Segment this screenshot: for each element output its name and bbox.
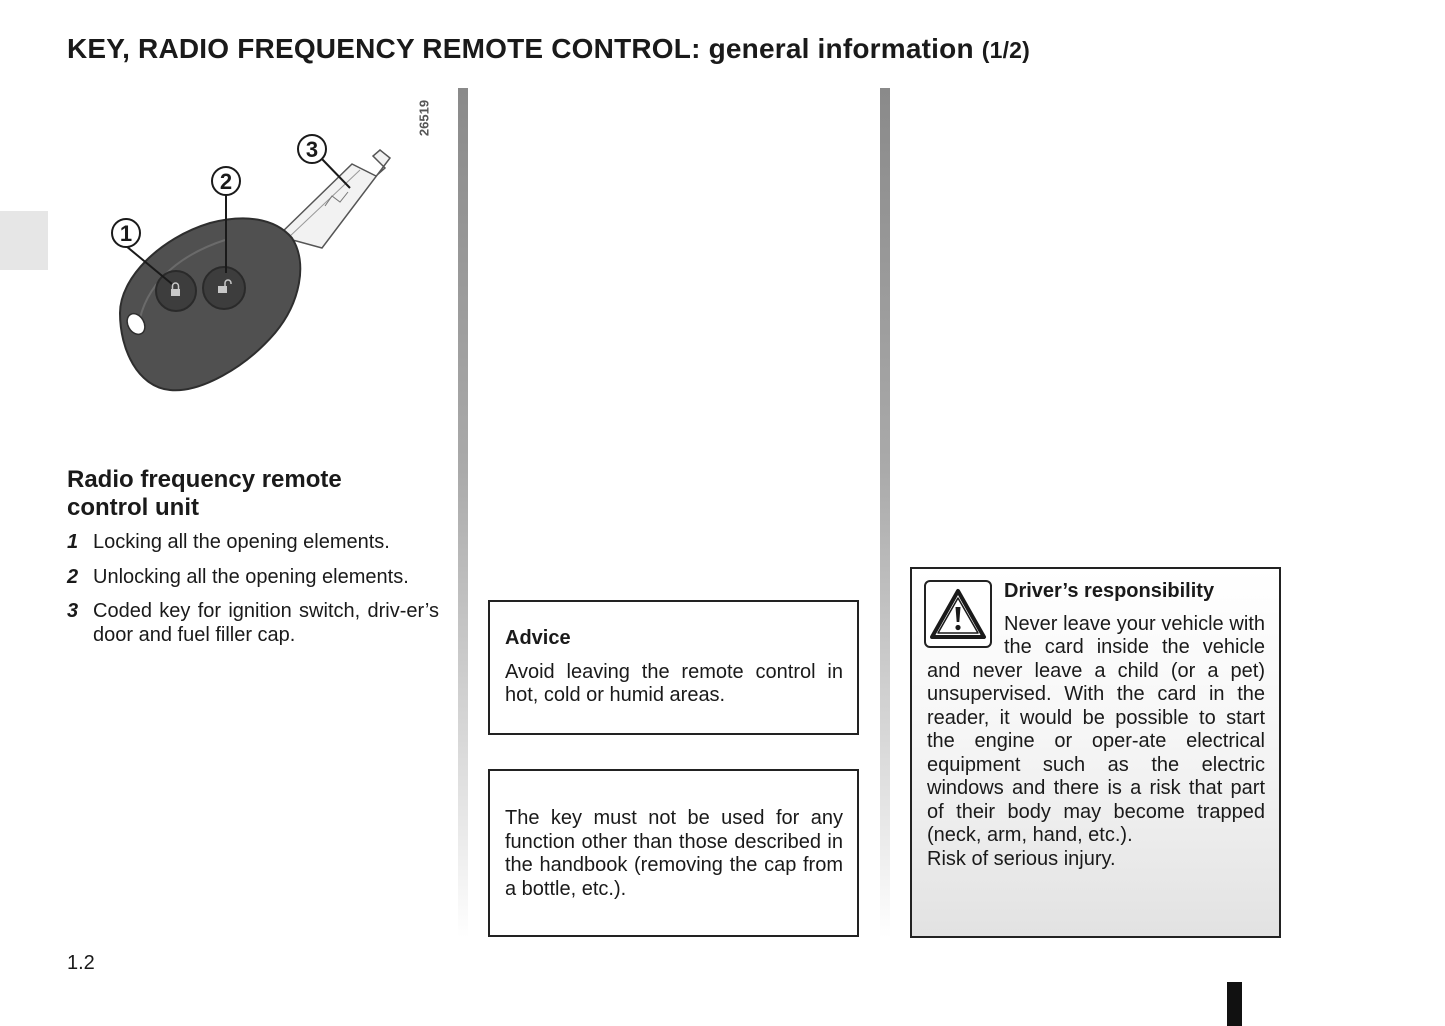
- page-title-text: KEY, RADIO FREQUENCY REMOTE CONTROL: general information: [67, 33, 974, 64]
- advice-title: Advice: [505, 627, 571, 649]
- advice-box: [488, 600, 859, 735]
- warning-triangle-icon: [924, 580, 992, 648]
- key-blade: [278, 150, 390, 248]
- item-number: 1: [67, 531, 79, 553]
- list-item: [67, 600, 439, 647]
- list-item: [67, 566, 439, 590]
- callout-3: [298, 135, 326, 163]
- figure-reference-number: [406, 96, 442, 140]
- svg-text:3: 3: [305, 137, 319, 162]
- warning-title: Driver’s responsibility: [1004, 580, 1215, 602]
- page-edge-marker: [1227, 982, 1242, 1026]
- chapter-side-tab: [0, 211, 48, 270]
- list-item: [67, 531, 439, 555]
- svg-text:2: 2: [219, 169, 233, 194]
- remote-key-illustration: [60, 88, 440, 418]
- item-text: Coded key for ignition switch, driv-er’s door and fuel filler cap.: [93, 600, 439, 646]
- item-number: 2: [67, 565, 79, 588]
- section-heading: Radio frequency remote control unit: [67, 466, 342, 521]
- item-text: Locking all the opening elements.: [93, 531, 390, 553]
- column-divider-left: [458, 88, 468, 938]
- page-number: 1.2: [67, 952, 95, 974]
- item-number: 3: [67, 600, 79, 622]
- page-title-part: (1/2): [981, 37, 1031, 63]
- key-usage-note-text: The key must not be used for any function other than those described in the handbook (removing the cap from a bottle, etc.).: [505, 807, 843, 900]
- item-text: Unlocking all the opening elements.: [93, 565, 409, 588]
- advice-text: Avoid leaving the remote control in hot, cold or humid areas.: [505, 660, 843, 706]
- callout-2: [212, 167, 240, 195]
- warning-risk: Risk of serious injury.: [927, 847, 1116, 870]
- figure-reference-text: 26519: [416, 99, 432, 137]
- warning-text: Never leave your vehicle with the card inside the vehicle and never leave a child (or a pet) unsupervised. With the card in the reader, it would be possible to start the engine or oper-ate electrical equipment such as the electric windows and there is a risk that part of their body may become trapped (neck, arm, hand, etc.).: [927, 612, 1265, 846]
- unlock-button: [203, 267, 245, 309]
- svg-text:1: 1: [119, 221, 133, 246]
- warning-box: [910, 567, 1281, 938]
- page-title: [67, 33, 1030, 65]
- key-usage-note-box: [488, 769, 859, 937]
- column-divider-right: [880, 88, 890, 938]
- item-list: [67, 531, 439, 658]
- callout-1: [112, 219, 140, 247]
